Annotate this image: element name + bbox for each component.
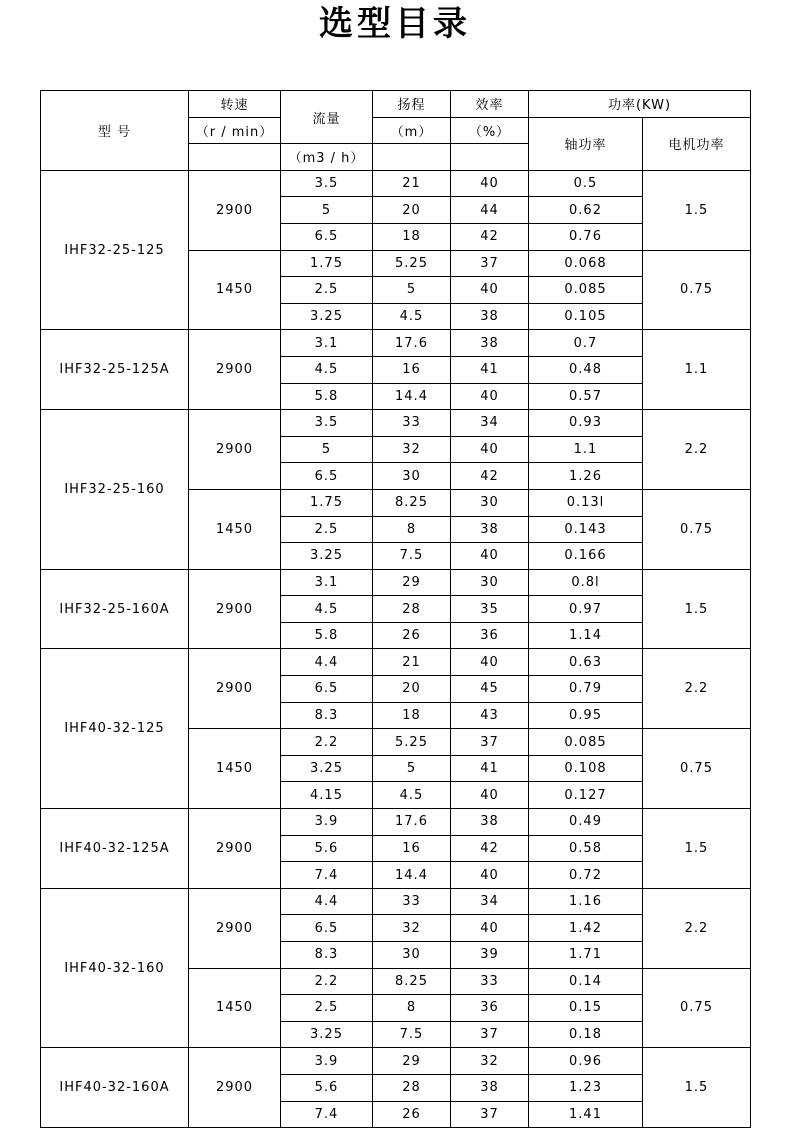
motor-power-cell: 1.5 (643, 809, 751, 889)
motor-power-cell: 0.75 (643, 729, 751, 809)
shaft-power-cell: 0.085 (529, 277, 643, 304)
model-cell: IHF40-32-125A (41, 809, 189, 889)
flow-cell: 4.5 (281, 596, 373, 623)
shaft-power-cell: 1.14 (529, 622, 643, 649)
model-cell: IHF40-32-160 (41, 888, 189, 1048)
shaft-power-cell: 0.48 (529, 356, 643, 383)
head-cell: 26 (373, 622, 451, 649)
head-cell: 14.4 (373, 862, 451, 889)
efficiency-cell: 45 (451, 676, 529, 703)
speed-cell: 2900 (189, 330, 281, 410)
shaft-power-cell: 0.49 (529, 809, 643, 836)
efficiency-cell: 37 (451, 250, 529, 277)
head-cell: 28 (373, 1074, 451, 1101)
shaft-power-cell: 0.068 (529, 250, 643, 277)
flow-cell: 3.9 (281, 1048, 373, 1075)
header-efficiency-unit: （%） (451, 117, 529, 144)
efficiency-cell: 40 (451, 543, 529, 570)
motor-power-cell: 2.2 (643, 888, 751, 968)
flow-cell: 3.9 (281, 809, 373, 836)
motor-power-cell: 0.75 (643, 250, 751, 330)
flow-cell: 4.4 (281, 649, 373, 676)
flow-cell: 1.75 (281, 489, 373, 516)
head-cell: 26 (373, 1101, 451, 1128)
efficiency-cell: 41 (451, 356, 529, 383)
flow-cell: 2.5 (281, 995, 373, 1022)
head-cell: 5 (373, 277, 451, 304)
shaft-power-cell: 0.95 (529, 702, 643, 729)
table-header-row (41, 91, 751, 118)
efficiency-cell: 35 (451, 596, 529, 623)
spec-table-container (0, 90, 790, 1128)
header-flow-unit: （m3 / h） (281, 144, 373, 171)
header-spacer (451, 144, 529, 171)
flow-cell: 6.5 (281, 223, 373, 250)
efficiency-cell: 38 (451, 516, 529, 543)
efficiency-cell: 43 (451, 702, 529, 729)
speed-cell: 1450 (189, 489, 281, 569)
head-cell: 18 (373, 702, 451, 729)
head-cell: 14.4 (373, 383, 451, 410)
table-row (41, 809, 751, 836)
efficiency-cell: 30 (451, 569, 529, 596)
flow-cell: 1.75 (281, 250, 373, 277)
efficiency-cell: 40 (451, 649, 529, 676)
speed-cell: 1450 (189, 968, 281, 1048)
model-cell: IHF32-25-125 (41, 170, 189, 330)
shaft-power-cell: 0.15 (529, 995, 643, 1022)
header-motor-power: 电机功率 (643, 117, 751, 170)
speed-cell: 2900 (189, 809, 281, 889)
header-model: 型 号 (41, 91, 189, 171)
header-speed: 转速 (189, 91, 281, 118)
shaft-power-cell: 1.26 (529, 463, 643, 490)
speed-cell: 2900 (189, 1048, 281, 1128)
header-speed-unit: （r / min） (189, 117, 281, 144)
efficiency-cell: 38 (451, 330, 529, 357)
header-flow: 流量 (281, 91, 373, 144)
motor-power-cell: 1.5 (643, 1048, 751, 1128)
motor-power-cell: 2.2 (643, 649, 751, 729)
efficiency-cell: 40 (451, 436, 529, 463)
shaft-power-cell: 1.16 (529, 888, 643, 915)
speed-cell: 2900 (189, 170, 281, 250)
flow-cell: 3.25 (281, 1021, 373, 1048)
head-cell: 29 (373, 569, 451, 596)
head-cell: 4.5 (373, 782, 451, 809)
header-spacer (189, 144, 281, 171)
head-cell: 28 (373, 596, 451, 623)
header-efficiency: 效率 (451, 91, 529, 118)
head-cell: 8.25 (373, 968, 451, 995)
header-head: 扬程 (373, 91, 451, 118)
shaft-power-cell: 0.8l (529, 569, 643, 596)
efficiency-cell: 34 (451, 410, 529, 437)
model-cell: IHF40-32-160A (41, 1048, 189, 1128)
speed-cell: 2900 (189, 410, 281, 490)
head-cell: 18 (373, 223, 451, 250)
flow-cell: 3.1 (281, 569, 373, 596)
head-cell: 7.5 (373, 543, 451, 570)
flow-cell: 7.4 (281, 1101, 373, 1128)
head-cell: 33 (373, 888, 451, 915)
head-cell: 32 (373, 436, 451, 463)
shaft-power-cell: 0.58 (529, 835, 643, 862)
shaft-power-cell: 0.97 (529, 596, 643, 623)
header-shaft-power: 轴功率 (529, 117, 643, 170)
efficiency-cell: 40 (451, 862, 529, 889)
shaft-power-cell: 0.143 (529, 516, 643, 543)
shaft-power-cell: 1.71 (529, 942, 643, 969)
motor-power-cell: 1.5 (643, 569, 751, 649)
head-cell: 7.5 (373, 1021, 451, 1048)
efficiency-cell: 37 (451, 729, 529, 756)
table-row (41, 410, 751, 437)
shaft-power-cell: 0.13l (529, 489, 643, 516)
motor-power-cell: 2.2 (643, 410, 751, 490)
speed-cell: 2900 (189, 569, 281, 649)
header-head-unit: （m） (373, 117, 451, 144)
shaft-power-cell: 0.166 (529, 543, 643, 570)
efficiency-cell: 33 (451, 968, 529, 995)
table-row (41, 1048, 751, 1075)
motor-power-cell: 1.1 (643, 330, 751, 410)
efficiency-cell: 36 (451, 622, 529, 649)
selection-catalog-table (40, 90, 751, 1128)
model-cell: IHF32-25-125A (41, 330, 189, 410)
shaft-power-cell: 0.79 (529, 676, 643, 703)
flow-cell: 8.3 (281, 942, 373, 969)
flow-cell: 5.6 (281, 835, 373, 862)
shaft-power-cell: 1.23 (529, 1074, 643, 1101)
flow-cell: 6.5 (281, 463, 373, 490)
head-cell: 32 (373, 915, 451, 942)
shaft-power-cell: 0.108 (529, 755, 643, 782)
shaft-power-cell: 0.18 (529, 1021, 643, 1048)
head-cell: 21 (373, 649, 451, 676)
flow-cell: 5.8 (281, 383, 373, 410)
flow-cell: 7.4 (281, 862, 373, 889)
flow-cell: 3.5 (281, 170, 373, 197)
efficiency-cell: 42 (451, 223, 529, 250)
head-cell: 4.5 (373, 303, 451, 330)
speed-cell: 2900 (189, 649, 281, 729)
efficiency-cell: 38 (451, 1074, 529, 1101)
head-cell: 30 (373, 942, 451, 969)
efficiency-cell: 40 (451, 277, 529, 304)
head-cell: 29 (373, 1048, 451, 1075)
efficiency-cell: 40 (451, 383, 529, 410)
flow-cell: 2.2 (281, 968, 373, 995)
efficiency-cell: 42 (451, 463, 529, 490)
model-cell: IHF32-25-160 (41, 410, 189, 570)
flow-cell: 3.1 (281, 330, 373, 357)
flow-cell: 5 (281, 197, 373, 224)
efficiency-cell: 40 (451, 782, 529, 809)
flow-cell: 3.25 (281, 755, 373, 782)
flow-cell: 5 (281, 436, 373, 463)
shaft-power-cell: 0.5 (529, 170, 643, 197)
flow-cell: 2.2 (281, 729, 373, 756)
head-cell: 30 (373, 463, 451, 490)
head-cell: 17.6 (373, 330, 451, 357)
flow-cell: 4.4 (281, 888, 373, 915)
table-row (41, 170, 751, 197)
flow-cell: 6.5 (281, 915, 373, 942)
efficiency-cell: 30 (451, 489, 529, 516)
head-cell: 33 (373, 410, 451, 437)
flow-cell: 6.5 (281, 676, 373, 703)
shaft-power-cell: 0.085 (529, 729, 643, 756)
head-cell: 8 (373, 995, 451, 1022)
head-cell: 16 (373, 835, 451, 862)
flow-cell: 5.8 (281, 622, 373, 649)
efficiency-cell: 38 (451, 809, 529, 836)
head-cell: 20 (373, 197, 451, 224)
head-cell: 5.25 (373, 250, 451, 277)
flow-cell: 3.25 (281, 543, 373, 570)
shaft-power-cell: 0.105 (529, 303, 643, 330)
head-cell: 8 (373, 516, 451, 543)
speed-cell: 1450 (189, 729, 281, 809)
shaft-power-cell: 0.96 (529, 1048, 643, 1075)
model-cell: IHF40-32-125 (41, 649, 189, 809)
motor-power-cell: 1.5 (643, 170, 751, 250)
shaft-power-cell: 0.63 (529, 649, 643, 676)
table-row (41, 330, 751, 357)
shaft-power-cell: 0.127 (529, 782, 643, 809)
shaft-power-cell: 0.57 (529, 383, 643, 410)
shaft-power-cell: 0.93 (529, 410, 643, 437)
speed-cell: 2900 (189, 888, 281, 968)
speed-cell: 1450 (189, 250, 281, 330)
flow-cell: 2.5 (281, 516, 373, 543)
header-power: 功率(KW) (529, 91, 751, 118)
table-row (41, 569, 751, 596)
head-cell: 20 (373, 676, 451, 703)
shaft-power-cell: 1.1 (529, 436, 643, 463)
shaft-power-cell: 1.42 (529, 915, 643, 942)
head-cell: 17.6 (373, 809, 451, 836)
efficiency-cell: 34 (451, 888, 529, 915)
head-cell: 21 (373, 170, 451, 197)
head-cell: 8.25 (373, 489, 451, 516)
efficiency-cell: 37 (451, 1021, 529, 1048)
table-row (41, 888, 751, 915)
shaft-power-cell: 0.72 (529, 862, 643, 889)
efficiency-cell: 39 (451, 942, 529, 969)
page-title: 选型目录 (319, 4, 471, 44)
efficiency-cell: 37 (451, 1101, 529, 1128)
flow-cell: 3.5 (281, 410, 373, 437)
shaft-power-cell: 1.41 (529, 1101, 643, 1128)
table-row (41, 649, 751, 676)
model-cell: IHF32-25-160A (41, 569, 189, 649)
flow-cell: 5.6 (281, 1074, 373, 1101)
efficiency-cell: 36 (451, 995, 529, 1022)
shaft-power-cell: 0.76 (529, 223, 643, 250)
head-cell: 5.25 (373, 729, 451, 756)
flow-cell: 4.15 (281, 782, 373, 809)
shaft-power-cell: 0.62 (529, 197, 643, 224)
head-cell: 16 (373, 356, 451, 383)
flow-cell: 4.5 (281, 356, 373, 383)
motor-power-cell: 0.75 (643, 489, 751, 569)
efficiency-cell: 38 (451, 303, 529, 330)
flow-cell: 2.5 (281, 277, 373, 304)
efficiency-cell: 42 (451, 835, 529, 862)
efficiency-cell: 44 (451, 197, 529, 224)
efficiency-cell: 40 (451, 915, 529, 942)
shaft-power-cell: 0.7 (529, 330, 643, 357)
flow-cell: 3.25 (281, 303, 373, 330)
head-cell: 5 (373, 755, 451, 782)
efficiency-cell: 40 (451, 170, 529, 197)
motor-power-cell: 0.75 (643, 968, 751, 1048)
efficiency-cell: 32 (451, 1048, 529, 1075)
header-spacer (373, 144, 451, 171)
efficiency-cell: 41 (451, 755, 529, 782)
shaft-power-cell: 0.14 (529, 968, 643, 995)
flow-cell: 8.3 (281, 702, 373, 729)
